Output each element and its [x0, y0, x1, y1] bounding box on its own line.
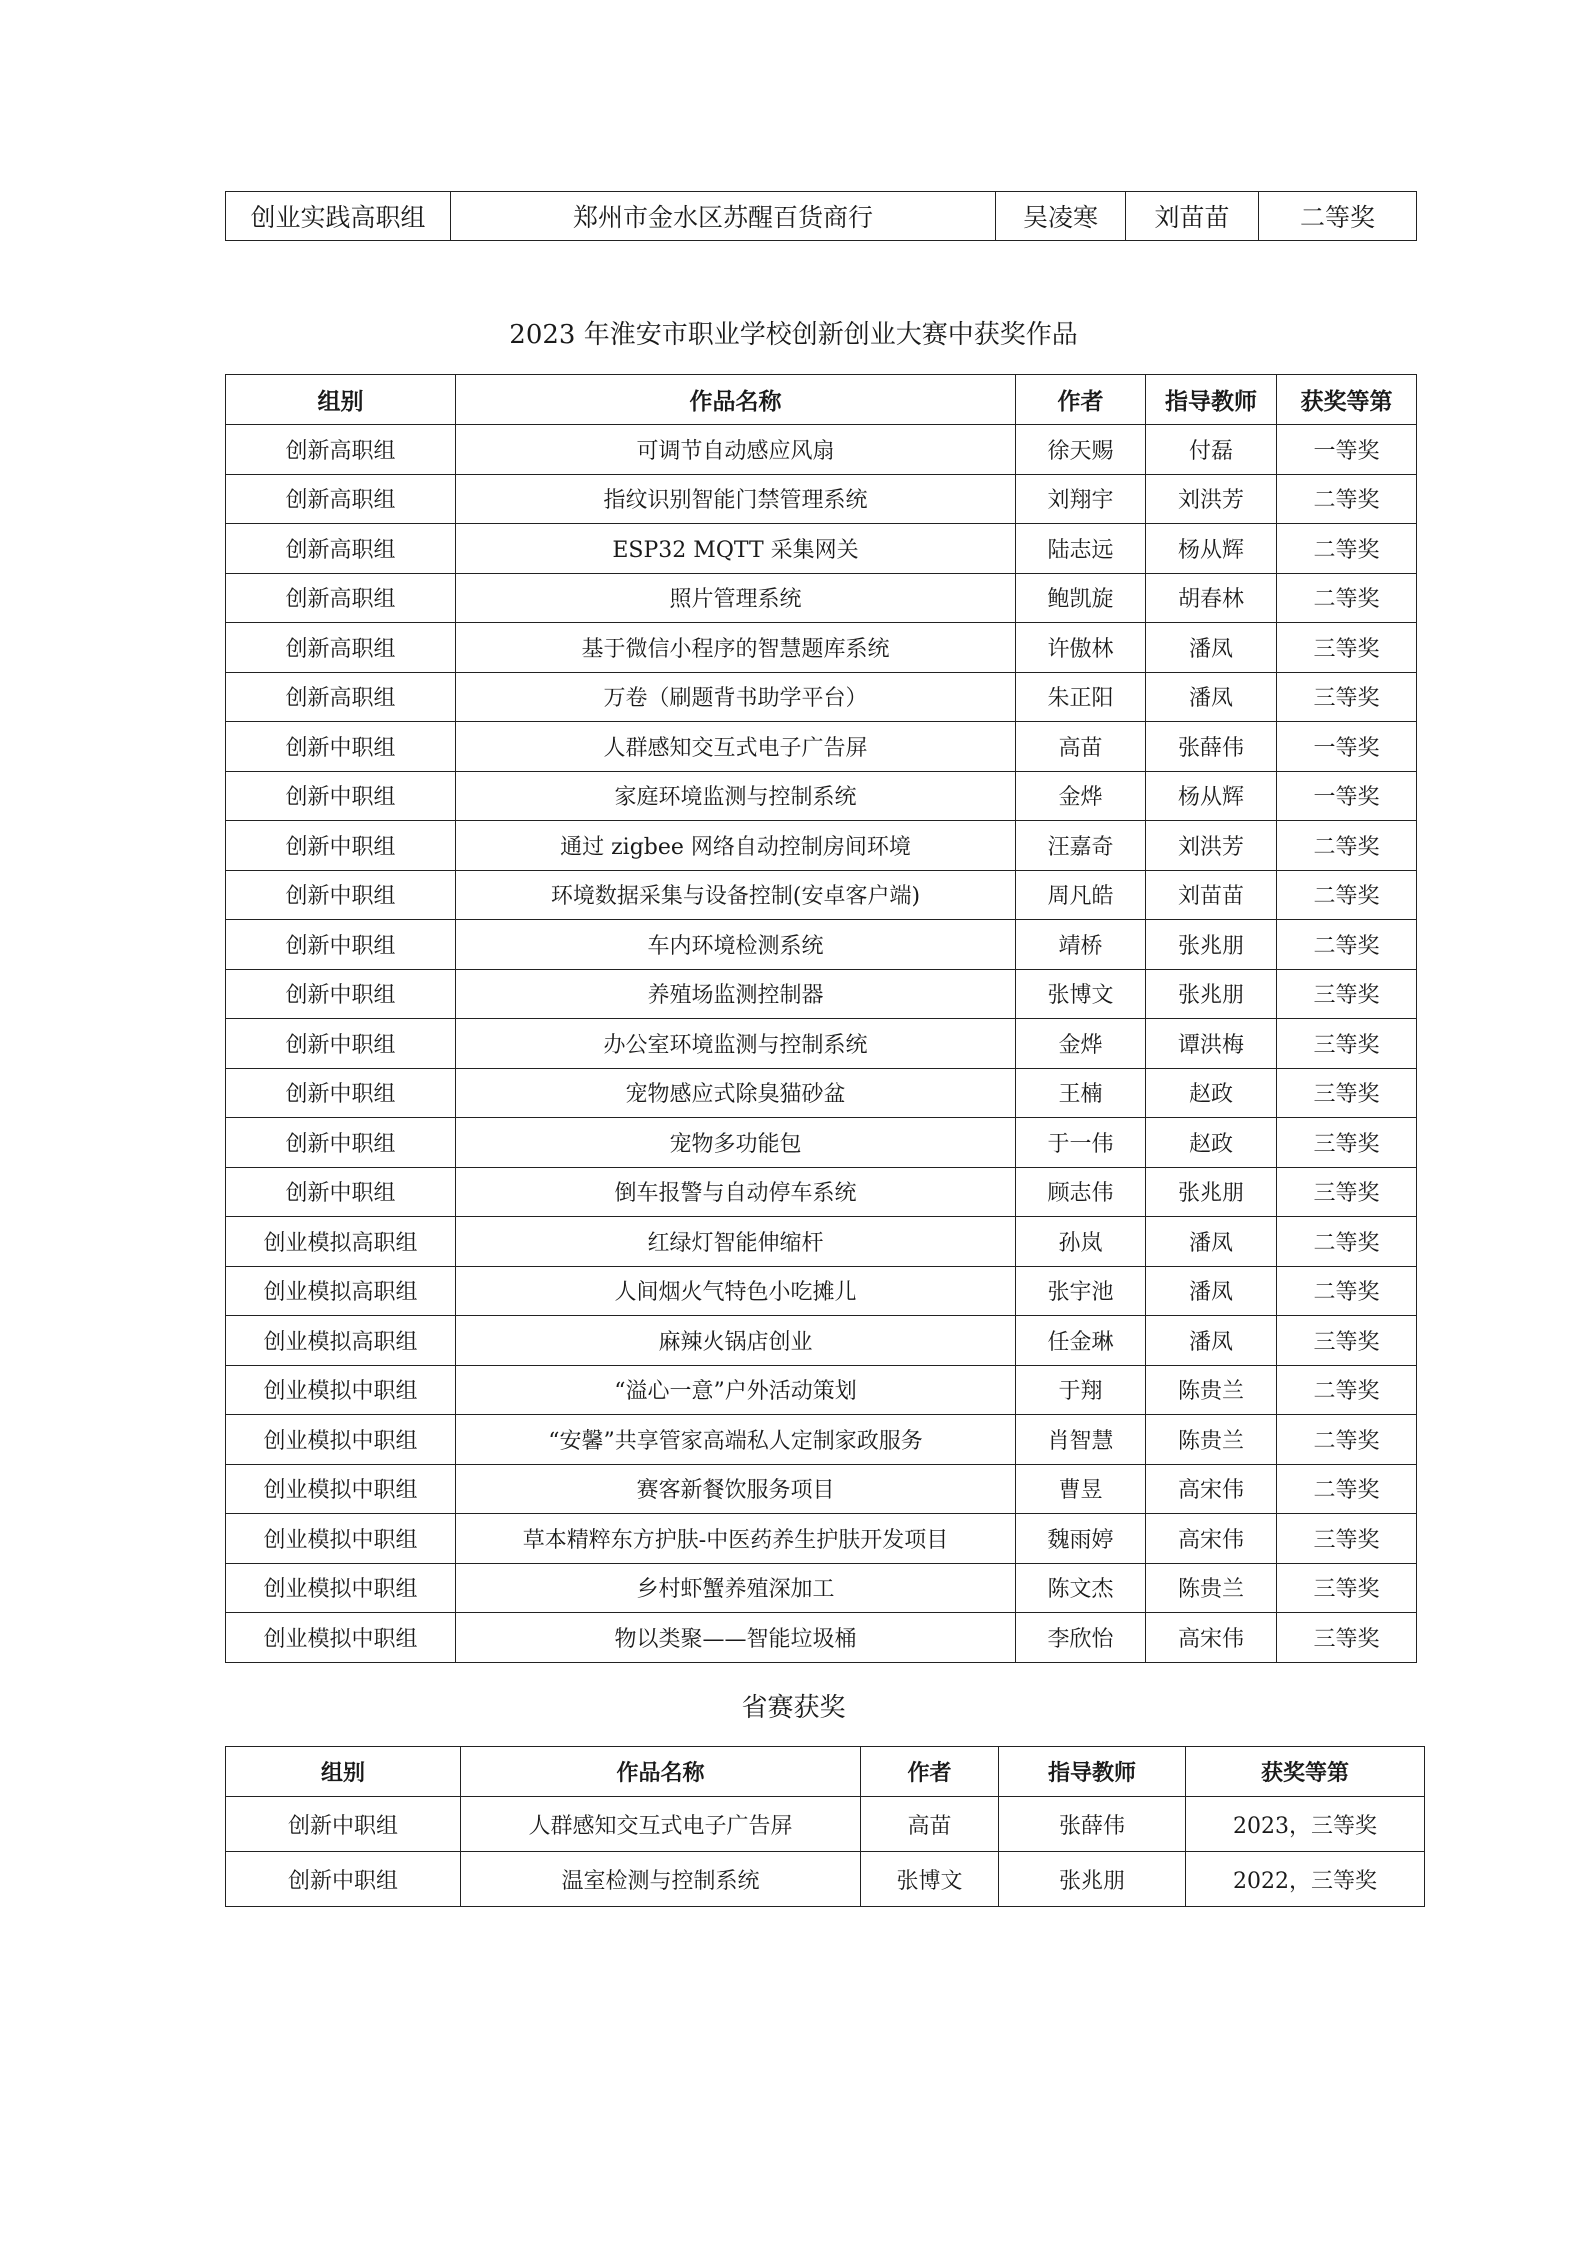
table-row: [226, 771, 1417, 821]
cell-award: 三等奖: [1277, 1019, 1417, 1069]
header-project-name: 作品名称: [456, 375, 1016, 425]
cell-group: 创新中职组: [226, 969, 456, 1019]
cell-award: 三等奖: [1277, 1514, 1417, 1564]
table-row: [226, 192, 1417, 241]
cell-project-name: 家庭环境监测与控制系统: [456, 771, 1016, 821]
cell-group: 创业模拟中职组: [226, 1365, 456, 1415]
cell-project-name: 麻辣火锅店创业: [456, 1316, 1016, 1366]
cell-project-name: 宠物多功能包: [456, 1118, 1016, 1168]
cell-award: 一等奖: [1277, 425, 1417, 475]
table-row: [226, 474, 1417, 524]
header-group: 组别: [226, 375, 456, 425]
cell-project-name: 照片管理系统: [456, 573, 1016, 623]
cell-award: 2022，三等奖: [1186, 1852, 1425, 1907]
table-row: [226, 920, 1417, 970]
cell-author: 靖桥: [1016, 920, 1146, 970]
cell-award: 二等奖: [1277, 1266, 1417, 1316]
header-award: 获奖等第: [1186, 1747, 1425, 1797]
cell-project-name: 人间烟火气特色小吃摊儿: [456, 1266, 1016, 1316]
cell-award: 三等奖: [1277, 969, 1417, 1019]
cell-group: 创业模拟高职组: [226, 1217, 456, 1267]
cell-advisor: 刘苗苗: [1126, 192, 1259, 241]
table-row: [226, 1068, 1417, 1118]
header-author: 作者: [1016, 375, 1146, 425]
table-row: [226, 573, 1417, 623]
cell-advisor: 刘苗苗: [1146, 870, 1277, 920]
cell-author: 刘翔宇: [1016, 474, 1146, 524]
table-row: [226, 1365, 1417, 1415]
cell-project-name: “溢心一意”户外活动策划: [456, 1365, 1016, 1415]
cell-author: 陆志远: [1016, 524, 1146, 574]
table-header-row: [226, 1747, 1425, 1797]
table-row: [226, 1266, 1417, 1316]
section-title-provincial: 省赛获奖: [741, 1693, 846, 1723]
cell-author: 朱正阳: [1016, 672, 1146, 722]
cell-group: 创新中职组: [226, 1797, 461, 1852]
cell-project-name: 车内环境检测系统: [456, 920, 1016, 970]
cell-award: 一等奖: [1277, 722, 1417, 772]
cell-project-name: 倒车报警与自动停车系统: [456, 1167, 1016, 1217]
cell-project-name: 基于微信小程序的智慧题库系统: [456, 623, 1016, 673]
cell-advisor: 谭洪梅: [1146, 1019, 1277, 1069]
table-row: [226, 1464, 1417, 1514]
cell-group: 创业模拟中职组: [226, 1613, 456, 1663]
cell-advisor: 潘凤: [1146, 1217, 1277, 1267]
cell-author: 顾志伟: [1016, 1167, 1146, 1217]
cell-group: 创新中职组: [226, 1068, 456, 1118]
cell-author: 许傲林: [1016, 623, 1146, 673]
cell-group: 创业模拟高职组: [226, 1316, 456, 1366]
cell-advisor: 杨从辉: [1146, 524, 1277, 574]
cell-author: 于一伟: [1016, 1118, 1146, 1168]
cell-author: 李欣怡: [1016, 1613, 1146, 1663]
cell-advisor: 张薛伟: [999, 1797, 1186, 1852]
cell-group: 创新中职组: [226, 1019, 456, 1069]
cell-author: 孙岚: [1016, 1217, 1146, 1267]
cell-author: 徐天赐: [1016, 425, 1146, 475]
cell-author: 周凡皓: [1016, 870, 1146, 920]
cell-author: 汪嘉奇: [1016, 821, 1146, 871]
table-row: [226, 1797, 1425, 1852]
cell-award: 三等奖: [1277, 1068, 1417, 1118]
cell-author: 曹昱: [1016, 1464, 1146, 1514]
cell-award: 二等奖: [1277, 524, 1417, 574]
cell-project-name: 草本精粹东方护肤-中医药养生护肤开发项目: [456, 1514, 1016, 1564]
cell-award: 三等奖: [1277, 623, 1417, 673]
cell-group: 创新高职组: [226, 573, 456, 623]
cell-project-name: 万卷（刷题背书助学平台）: [456, 672, 1016, 722]
cell-award: 二等奖: [1277, 1365, 1417, 1415]
cell-award: 二等奖: [1277, 573, 1417, 623]
cell-project-name: 郑州市金水区苏醒百货商行: [451, 192, 996, 241]
table-row: [226, 722, 1417, 772]
cell-award: 二等奖: [1277, 1217, 1417, 1267]
table-row: [226, 1217, 1417, 1267]
header-author: 作者: [861, 1747, 999, 1797]
cell-award: 2023，三等奖: [1186, 1797, 1425, 1852]
cell-advisor: 张薛伟: [1146, 722, 1277, 772]
table-row: [226, 870, 1417, 920]
cell-author: 魏雨婷: [1016, 1514, 1146, 1564]
table-row: [226, 1613, 1417, 1663]
cell-award: 二等奖: [1277, 1415, 1417, 1465]
cell-project-name: 物以类聚——智能垃圾桶: [456, 1613, 1016, 1663]
cell-project-name: 红绿灯智能伸缩杆: [456, 1217, 1016, 1267]
cell-group: 创新中职组: [226, 771, 456, 821]
cell-group: 创业模拟高职组: [226, 1266, 456, 1316]
table-row: [226, 524, 1417, 574]
table-row: [226, 1118, 1417, 1168]
cell-advisor: 陈贵兰: [1146, 1415, 1277, 1465]
cell-advisor: 高宋伟: [1146, 1514, 1277, 1564]
cell-advisor: 张兆朋: [1146, 969, 1277, 1019]
cell-advisor: 高宋伟: [1146, 1464, 1277, 1514]
cell-award: 三等奖: [1277, 1167, 1417, 1217]
cell-award: 三等奖: [1277, 1316, 1417, 1366]
cell-group: 创业模拟中职组: [226, 1563, 456, 1613]
cell-group: 创新中职组: [226, 870, 456, 920]
cell-group: 创新高职组: [226, 474, 456, 524]
cell-advisor: 张兆朋: [1146, 1167, 1277, 1217]
cell-award: 二等奖: [1277, 870, 1417, 920]
cell-project-name: 赛客新餐饮服务项目: [456, 1464, 1016, 1514]
cell-award: 二等奖: [1277, 920, 1417, 970]
cell-author: 于翔: [1016, 1365, 1146, 1415]
cell-advisor: 张兆朋: [999, 1852, 1186, 1907]
table-row: [226, 425, 1417, 475]
cell-project-name: 指纹识别智能门禁管理系统: [456, 474, 1016, 524]
cell-group: 创业模拟中职组: [226, 1514, 456, 1564]
table-row: [226, 1563, 1417, 1613]
cell-project-name: 通过 zigbee 网络自动控制房间环境: [456, 821, 1016, 871]
cell-group: 创新中职组: [226, 920, 456, 970]
cell-project-name: 宠物感应式除臭猫砂盆: [456, 1068, 1016, 1118]
table-row: [226, 969, 1417, 1019]
table-row: [226, 821, 1417, 871]
cell-award: 二等奖: [1277, 1464, 1417, 1514]
section-title-city-contest: 2023 年淮安市职业学校创新创业大赛中获奖作品: [509, 320, 1078, 350]
cell-award: 三等奖: [1277, 1613, 1417, 1663]
city-contest-awards-table: [225, 374, 1417, 1663]
table-row: [226, 623, 1417, 673]
cell-advisor: 付磊: [1146, 425, 1277, 475]
table-row: [226, 672, 1417, 722]
cell-author: 王楠: [1016, 1068, 1146, 1118]
cell-group: 创业实践高职组: [226, 192, 451, 241]
cell-advisor: 张兆朋: [1146, 920, 1277, 970]
cell-author: 金烨: [1016, 771, 1146, 821]
header-project-name: 作品名称: [461, 1747, 861, 1797]
cell-award: 三等奖: [1277, 1563, 1417, 1613]
cell-project-name: 人群感知交互式电子广告屏: [461, 1797, 861, 1852]
cell-project-name: 养殖场监测控制器: [456, 969, 1016, 1019]
cell-project-name: 环境数据采集与设备控制(安卓客户端): [456, 870, 1016, 920]
cell-advisor: 刘洪芳: [1146, 474, 1277, 524]
cell-award: 二等奖: [1259, 192, 1417, 241]
cell-advisor: 杨从辉: [1146, 771, 1277, 821]
cell-group: 创新中职组: [226, 1118, 456, 1168]
cell-advisor: 胡春林: [1146, 573, 1277, 623]
cell-author: 陈文杰: [1016, 1563, 1146, 1613]
cell-group: 创业模拟中职组: [226, 1415, 456, 1465]
cell-award: 二等奖: [1277, 474, 1417, 524]
cell-project-name: ESP32 MQTT 采集网关: [456, 524, 1016, 574]
table-row: [226, 1019, 1417, 1069]
table-header-row: [226, 375, 1417, 425]
cell-group: 创新中职组: [226, 722, 456, 772]
cell-project-name: 乡村虾蟹养殖深加工: [456, 1563, 1016, 1613]
header-advisor: 指导教师: [1146, 375, 1277, 425]
cell-author: 张博文: [1016, 969, 1146, 1019]
cell-advisor: 陈贵兰: [1146, 1365, 1277, 1415]
cell-group: 创新高职组: [226, 425, 456, 475]
cell-award: 三等奖: [1277, 1118, 1417, 1168]
table-row: [226, 1167, 1417, 1217]
cell-author: 张宇池: [1016, 1266, 1146, 1316]
cell-advisor: 潘凤: [1146, 672, 1277, 722]
cell-project-name: 可调节自动感应风扇: [456, 425, 1016, 475]
table-row: [226, 1514, 1417, 1564]
table-row: [226, 1415, 1417, 1465]
cell-advisor: 潘凤: [1146, 1266, 1277, 1316]
cell-project-name: “安馨”共享管家高端私人定制家政服务: [456, 1415, 1016, 1465]
cell-project-name: 温室检测与控制系统: [461, 1852, 861, 1907]
cell-group: 创新中职组: [226, 1852, 461, 1907]
header-advisor: 指导教师: [999, 1747, 1186, 1797]
cell-award: 三等奖: [1277, 672, 1417, 722]
cell-group: 创新高职组: [226, 623, 456, 673]
provincial-awards-table: [225, 1746, 1425, 1907]
cell-group: 创新高职组: [226, 672, 456, 722]
cell-advisor: 赵政: [1146, 1118, 1277, 1168]
cell-advisor: 赵政: [1146, 1068, 1277, 1118]
cell-group: 创业模拟中职组: [226, 1464, 456, 1514]
cell-author: 肖智慧: [1016, 1415, 1146, 1465]
cell-group: 创新中职组: [226, 1167, 456, 1217]
cell-award: 二等奖: [1277, 821, 1417, 871]
cell-award: 一等奖: [1277, 771, 1417, 821]
header-group: 组别: [226, 1747, 461, 1797]
cell-author: 张博文: [861, 1852, 999, 1907]
cell-advisor: 潘凤: [1146, 1316, 1277, 1366]
previous-section-table: [225, 191, 1417, 241]
cell-advisor: 陈贵兰: [1146, 1563, 1277, 1613]
table-row: [226, 1852, 1425, 1907]
table-row: [226, 1316, 1417, 1366]
cell-author: 吴凌寒: [996, 192, 1126, 241]
cell-advisor: 潘凤: [1146, 623, 1277, 673]
cell-author: 鲍凯旋: [1016, 573, 1146, 623]
cell-group: 创新中职组: [226, 821, 456, 871]
cell-project-name: 人群感知交互式电子广告屏: [456, 722, 1016, 772]
cell-advisor: 刘洪芳: [1146, 821, 1277, 871]
cell-advisor: 高宋伟: [1146, 1613, 1277, 1663]
cell-author: 高苗: [1016, 722, 1146, 772]
cell-project-name: 办公室环境监测与控制系统: [456, 1019, 1016, 1069]
header-award: 获奖等第: [1277, 375, 1417, 425]
cell-author: 任金琳: [1016, 1316, 1146, 1366]
cell-author: 金烨: [1016, 1019, 1146, 1069]
cell-author: 高苗: [861, 1797, 999, 1852]
cell-group: 创新高职组: [226, 524, 456, 574]
